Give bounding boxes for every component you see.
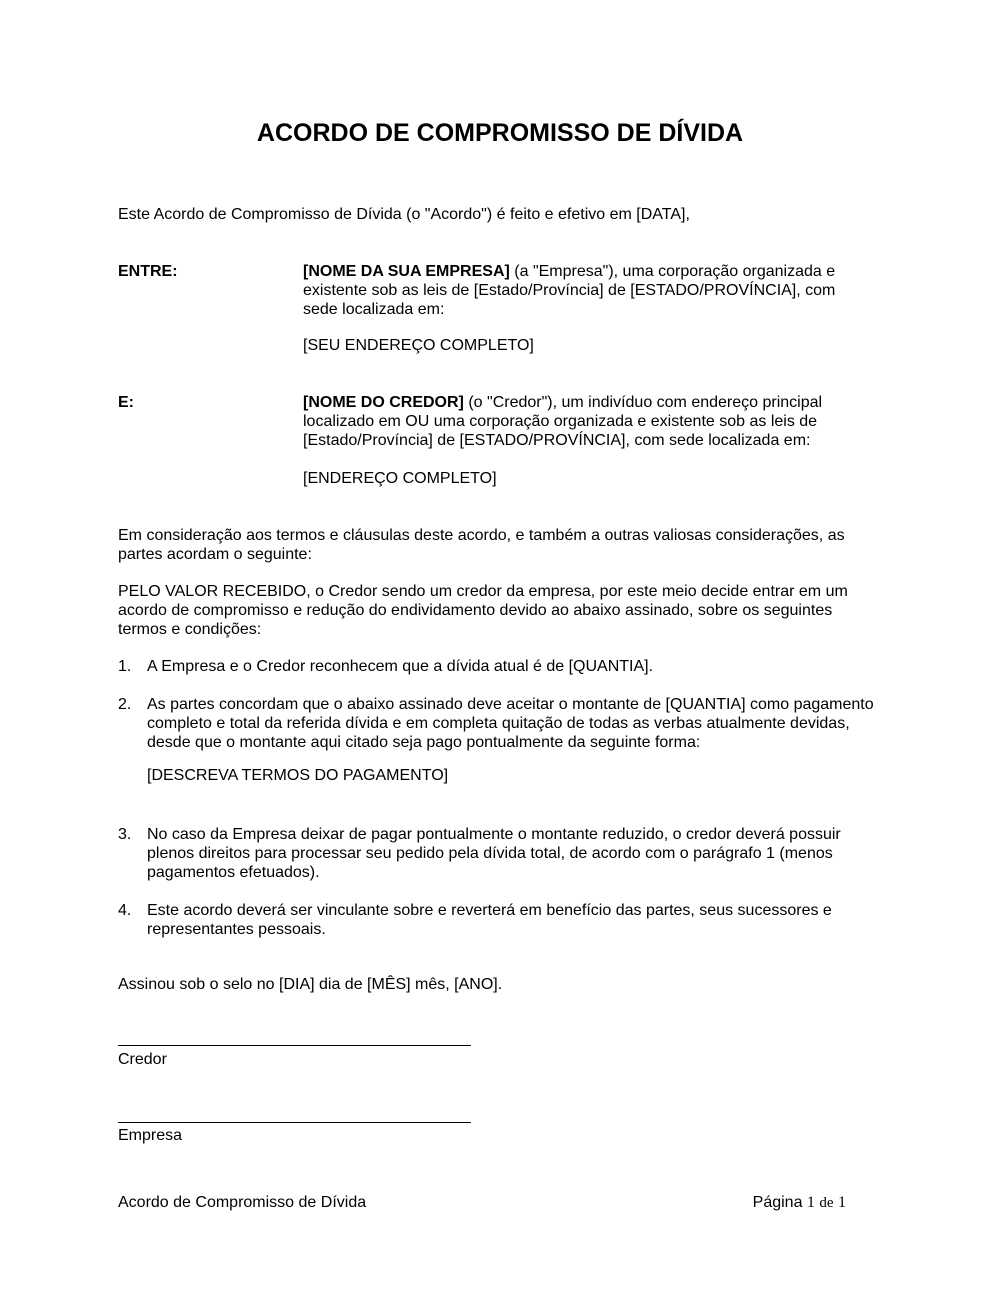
consideration-paragraph: Em consideração aos termos e cláusulas deste acordo, e também a outras valiosas considerações, as partes acordam o seguinte: <box>118 527 845 563</box>
party1-name: [NOME DA SUA EMPRESA] <box>303 263 510 280</box>
party1-label: ENTRE: <box>118 263 178 280</box>
signed-statement: Assinou sob o selo no [DIA] dia de [MÊS] mês, [ANO]. <box>118 976 503 993</box>
party2-text: (o "Credor"), um indivíduo com endereço principal localizado em OU uma corporação organizada e existente sob as leis de [Estado/Província] de [ESTADO/PROVÍNCIA], com sede localizada em: <box>303 394 823 449</box>
list-item-text: No caso da Empresa deixar de pagar pontualmente o montante reduzido, o credor deverá possuir plenos direitos para processar seu pedido pela dívida total, de acordo com o parágrafo 1 (menos pagamentos efetuados). <box>147 826 841 881</box>
list-item-text: As partes concordam que o abaixo assinado deve aceitar o montante de [QUANTIA] como pagamento completo e total da referida dívida e em completa quitação de todas as verbas atualmente devidas, desde que o montante aqui citado seja pago pontualmente da seguinte forma: <box>147 696 874 751</box>
signature-label-credor: Credor <box>118 1051 167 1068</box>
list-item-number: 2. <box>118 696 132 713</box>
list-item <box>118 657 878 676</box>
value-received-paragraph: PELO VALOR RECEBIDO, o Credor sendo um credor da empresa, por este meio decide entrar em um acordo de compromisso e redução do endividamento devido ao abaixo assinado, sobre os seguintes termos e condições: <box>118 583 848 638</box>
footer-page-number <box>753 1193 846 1213</box>
list-item-number: 4. <box>118 902 132 919</box>
list-item-number: 3. <box>118 826 132 843</box>
list-item-number: 1. <box>118 658 132 675</box>
list-item-text: A Empresa e o Credor reconhecem que a dívida atual é de [QUANTIA]. <box>147 658 654 675</box>
document-title: ACORDO DE COMPROMISSO DE DÍVIDA <box>256 119 744 147</box>
list-item <box>118 825 878 882</box>
party1-description <box>303 262 863 319</box>
list-item <box>118 901 878 939</box>
footer-document-name: Acordo de Compromisso de Dívida <box>118 1194 367 1211</box>
party2-name: [NOME DO CREDOR] <box>303 394 464 411</box>
party1-text: (a "Empresa"), uma corporação organizada e existente sob as leis de [Estado/Província] de [ESTADO/PROVÍNCIA], com sede localizada em: <box>303 263 836 318</box>
list-item <box>118 695 878 785</box>
party2-address: [ENDEREÇO COMPLETO] <box>303 470 497 487</box>
footer-page-label: Página <box>752 1194 803 1211</box>
list-item-text: Este acordo deverá ser vinculante sobre e reverterá em benefício das partes, seus sucessores e representantes pessoais. <box>147 902 832 938</box>
footer-page-current: 1 <box>806 1194 815 1211</box>
signature-label-empresa: Empresa <box>118 1127 183 1144</box>
party2-label: E: <box>118 394 134 411</box>
intro-paragraph: Este Acordo de Compromisso de Dívida (o "Acordo") é feito e efetivo em [DATA], <box>118 206 690 223</box>
footer-page-of: de <box>819 1195 834 1211</box>
signature-line-empresa <box>118 1122 471 1123</box>
footer-page-total: 1 <box>838 1194 846 1211</box>
signature-line-credor <box>118 1045 471 1046</box>
party1-address: [SEU ENDEREÇO COMPLETO] <box>303 337 534 354</box>
payment-terms-placeholder: [DESCREVA TERMOS DO PAGAMENTO] <box>147 767 449 784</box>
party2-description <box>303 393 863 450</box>
